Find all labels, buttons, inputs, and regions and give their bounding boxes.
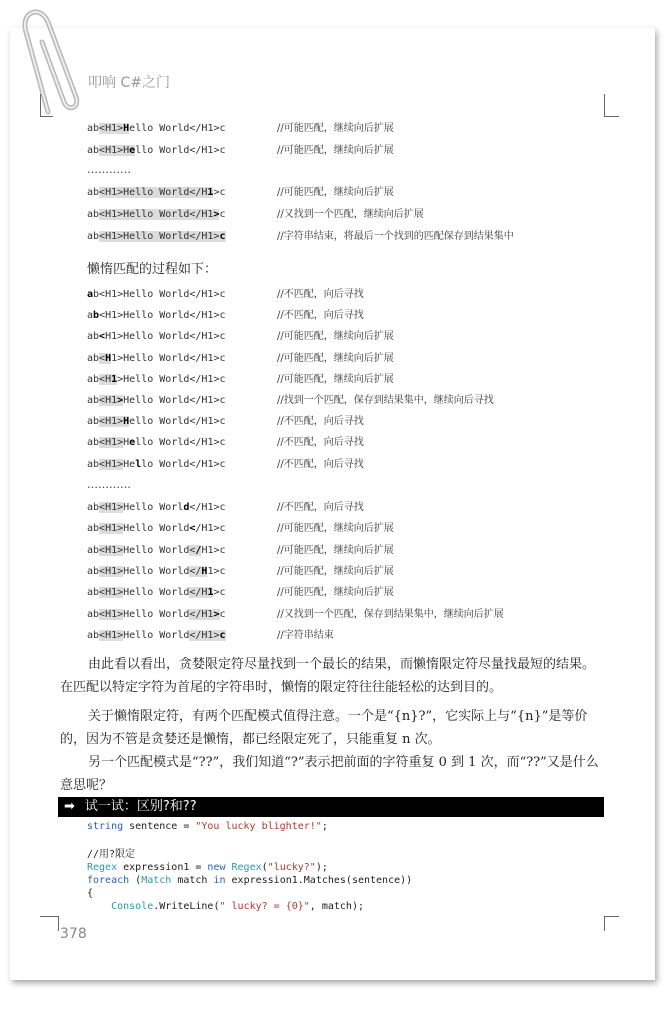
trace-string	[87, 501, 277, 515]
code-line	[87, 820, 328, 833]
trace-string	[87, 522, 277, 536]
code-line	[87, 887, 93, 900]
trace-string	[87, 565, 277, 579]
code-token: string	[87, 821, 124, 832]
highlighted-text: <H1>	[99, 523, 124, 535]
code-line	[87, 848, 135, 861]
current-char: /	[195, 544, 202, 556]
plain-text: ab	[87, 416, 100, 428]
trace-line	[87, 522, 394, 536]
plain-text: ab	[87, 629, 100, 641]
plain-text: >c	[213, 587, 226, 599]
highlighted-text: <H1>Hello World</H1>c	[99, 231, 226, 242]
code-token: Regex	[231, 862, 262, 873]
current-char: >	[213, 209, 220, 220]
trace-comment: //不匹配，向后寻找	[277, 416, 364, 428]
trace-line	[87, 122, 394, 136]
trace-comment: //不匹配，向后寻找	[277, 289, 364, 300]
trace-string	[87, 309, 277, 323]
trace-string	[87, 330, 277, 344]
plain-text: ab	[87, 502, 100, 513]
plain-text: Hello World	[123, 565, 190, 577]
current-char: H	[123, 416, 130, 428]
current-char: c	[219, 629, 226, 641]
plain-text: ab	[87, 544, 100, 556]
plain-text: ab	[87, 231, 100, 242]
paperclip-icon	[18, 2, 98, 122]
plain-text: Hello World	[123, 587, 190, 599]
plain-text: Hello Worl	[123, 502, 184, 513]
plain-text: ab	[87, 352, 100, 364]
trace-line	[87, 415, 364, 429]
trace-string	[87, 458, 277, 472]
current-char: e	[129, 145, 136, 156]
trace-comment: //不匹配，向后寻找	[277, 310, 364, 322]
running-header: 叩响 C#之门	[88, 75, 170, 91]
plain-text: ab	[87, 373, 100, 385]
plain-text: <H1>Hello World</H1>c	[99, 310, 226, 322]
trace-comment: //字符串结束	[277, 629, 334, 641]
trace-comment: //不匹配，向后寻找	[277, 437, 364, 449]
trace-line	[87, 629, 334, 643]
trace-line	[87, 186, 394, 200]
highlighted-text: </H1>c	[189, 629, 226, 641]
plain-text: ab	[87, 523, 100, 535]
code-token: Match	[141, 875, 172, 886]
plain-text: ab	[87, 565, 100, 577]
plain-text: Hello World	[123, 629, 190, 641]
code-token: {	[87, 888, 94, 899]
trace-comment: //找到一个匹配，保存到结果集中，继续向后寻找	[277, 395, 494, 406]
ellipsis-1: …………	[87, 163, 131, 176]
trace-line	[87, 288, 364, 302]
plain-text: ab	[87, 145, 100, 156]
trace-line	[87, 330, 394, 344]
arrow-right-icon: ➡	[64, 799, 75, 814]
plain-text: ello World</H1>c	[129, 123, 226, 134]
plain-text: lo World</H1>c	[141, 458, 226, 470]
paragraph: 关于懒惰限定符，有两个匹配模式值得注意。一个是“{n}?”，它实际上与“{n}”是等价的，因为不管是贪婪还是懒惰，都已经限定死了，只能重复 n 次。	[60, 709, 588, 747]
plain-text: H1>c	[201, 544, 226, 556]
plain-text: Hello World</H1>c	[123, 395, 226, 406]
trace-comment: //可能匹配，继续向后扩展	[277, 587, 394, 599]
trace-line	[87, 436, 364, 450]
trace-string	[87, 373, 277, 387]
current-char: c	[219, 231, 226, 242]
plain-text: c	[219, 608, 226, 620]
highlighted-text: <H1>	[99, 544, 124, 556]
plain-text: ab	[87, 395, 100, 406]
plain-text: ab	[87, 209, 100, 220]
trace-string	[87, 144, 277, 158]
trace-comment: //又找到一个匹配，保存到结果集中，继续向后扩展	[277, 608, 504, 620]
highlighted-text: </H1>	[189, 608, 220, 620]
code-token: "lucky?"	[267, 862, 316, 873]
body-text	[60, 653, 605, 797]
current-char: l	[135, 458, 142, 470]
trace-string	[87, 436, 277, 450]
code-token: " lucky? = {0}"	[219, 901, 310, 912]
trace-comment: //字符串结束，将最后一个找到的匹配保存到结果集中	[277, 231, 514, 242]
page-number: 378	[60, 926, 87, 942]
plain-text: /H1>c	[195, 523, 226, 535]
current-char: 1	[207, 587, 214, 599]
trace-comment: //可能匹配，继续向后扩展	[277, 187, 394, 198]
current-char: a	[87, 289, 94, 300]
crop-mark-bottom-right	[604, 916, 619, 931]
plain-text: Hello World	[123, 544, 190, 556]
trace-string	[87, 629, 277, 643]
code-token: (	[261, 862, 268, 873]
trace-string	[87, 288, 277, 302]
trace-comment: //不匹配，向后寻找	[277, 458, 364, 470]
trace-line	[87, 501, 364, 515]
plain-text: >Hello World</H1>c	[117, 373, 226, 385]
trace-comment: //可能匹配，继续向后扩展	[277, 145, 394, 156]
highlighted-text: <H1>He	[99, 145, 136, 156]
trace-comment: //可能匹配，继续向后扩展	[277, 373, 394, 385]
trace-line	[87, 208, 424, 222]
current-char: <	[99, 331, 106, 343]
crop-mark-top-left	[40, 94, 53, 117]
plain-text: H1>Hello World</H1>c	[105, 331, 226, 343]
current-char: b	[93, 310, 100, 322]
code-token: match	[171, 875, 214, 886]
trace-line	[87, 565, 394, 579]
trace-comment: //可能匹配，继续向后扩展	[277, 352, 394, 364]
code-token: );	[315, 862, 328, 873]
code-token: expression1.Matches(sentence))	[225, 875, 413, 886]
highlighted-text: <H1	[99, 373, 118, 385]
trace-comment: //可能匹配，继续向后扩展	[277, 331, 394, 343]
code-token: , match);	[309, 901, 364, 912]
trace-string	[87, 230, 277, 244]
trace-line	[87, 309, 364, 323]
current-char: 1	[111, 373, 118, 385]
plain-text: ab	[87, 458, 100, 470]
trace-line	[87, 144, 394, 158]
code-token: foreach	[87, 875, 130, 886]
plain-text: He	[123, 458, 136, 470]
paragraph: 另一个匹配模式是“??”，我们知道“?”表示把前面的字符重复 0 到 1 次，而“??”又是什么意思呢？	[60, 755, 599, 793]
code-token: new	[207, 862, 226, 873]
paragraph: 由此看以看出，贪婪限定符尽量找到一个最长的结果，而懒惰限定符尽量找最短的结果。在匹配以特定字符为首尾的字符串时，懒惰的限定符往往能轻松的达到目的。	[60, 657, 596, 695]
highlighted-text: <H	[99, 352, 112, 364]
code-line	[87, 874, 412, 887]
highlighted-text: </H	[189, 565, 208, 577]
trace-string	[87, 208, 277, 222]
plain-text: ab	[87, 437, 100, 449]
plain-text: b<H1>Hello World</H1>c	[93, 289, 226, 300]
plain-text: ab	[87, 331, 100, 343]
try-it-banner	[58, 797, 604, 817]
highlighted-text: <H1>	[99, 587, 124, 599]
trace-comment: //不匹配，向后寻找	[277, 502, 364, 513]
highlighted-text: <H1>H	[99, 416, 130, 428]
highlighted-text: <H1>	[99, 629, 124, 641]
code-token: in	[213, 875, 226, 886]
code-token: expression1 =	[117, 862, 208, 873]
highlighted-text: </H1	[189, 587, 214, 599]
highlighted-text: <H1>Hello World</H1>	[99, 209, 220, 220]
trace-line	[87, 230, 514, 244]
lazy-heading: 懒惰匹配的过程如下：	[87, 262, 218, 277]
code-token: ;	[321, 821, 328, 832]
code-line	[87, 861, 328, 874]
highlighted-text: <H1>	[99, 502, 124, 513]
trace-string	[87, 352, 277, 366]
try-it-title: 试一试：区别?和??	[84, 799, 197, 814]
code-token: "You lucky blighter!"	[195, 821, 322, 832]
trace-line	[87, 608, 504, 622]
highlighted-text: <H1>	[99, 565, 124, 577]
trace-string	[87, 415, 277, 429]
code-token: .WriteLine(	[153, 901, 220, 912]
trace-comment: //可能匹配，继续向后扩展	[277, 544, 394, 556]
highlighted-text: <H1>	[99, 608, 124, 620]
code-token: //用?限定	[87, 849, 136, 860]
plain-text: ab	[87, 587, 100, 599]
highlighted-text: <H1>H	[99, 123, 130, 134]
plain-text: 1>c	[207, 565, 226, 577]
trace-line	[87, 352, 394, 366]
current-char: >	[117, 395, 124, 406]
trace-line	[87, 586, 394, 600]
plain-text: llo World</H1>c	[135, 145, 226, 156]
plain-text: </H1>c	[189, 502, 226, 513]
plain-text: Hello World	[123, 523, 190, 535]
trace-comment: //可能匹配，继续向后扩展	[277, 523, 394, 535]
crop-mark-bottom-left	[40, 916, 59, 931]
current-char: d	[183, 502, 190, 513]
code-token: sentence =	[123, 821, 196, 832]
current-char: H	[201, 565, 208, 577]
code-line	[87, 900, 364, 913]
plain-text: 1>Hello World</H1>c	[111, 352, 226, 364]
code-token: Regex	[87, 862, 118, 873]
current-char: 1	[207, 187, 214, 198]
plain-text: ab	[87, 187, 100, 198]
trace-string	[87, 608, 277, 622]
trace-line	[87, 458, 364, 472]
trace-string	[87, 586, 277, 600]
current-char: >	[213, 608, 220, 620]
trace-line	[87, 373, 394, 387]
highlighted-text: <H1>	[99, 395, 124, 406]
trace-comment: //又找到一个匹配，继续向后扩展	[277, 209, 424, 220]
ellipsis-2: …………	[87, 478, 131, 491]
current-char: H	[123, 123, 130, 134]
current-char: <	[189, 523, 196, 535]
plain-text: Hello World	[123, 608, 190, 620]
plain-text: a	[87, 310, 94, 322]
code-token	[87, 901, 111, 912]
trace-string	[87, 122, 277, 136]
trace-comment: //可能匹配，继续向后扩展	[277, 565, 394, 577]
trace-comment: //可能匹配，继续向后扩展	[277, 123, 394, 134]
plain-text: c	[219, 209, 226, 220]
crop-mark-top-right	[604, 94, 619, 117]
trace-line	[87, 544, 394, 558]
plain-text: ab	[87, 608, 100, 620]
highlighted-text: <H1>	[99, 437, 124, 449]
plain-text: llo World</H1>c	[135, 437, 226, 449]
trace-string	[87, 544, 277, 558]
code-token: (	[129, 875, 142, 886]
current-char: e	[129, 437, 136, 449]
highlighted-text: </	[189, 544, 202, 556]
trace-line	[87, 394, 494, 408]
trace-string	[87, 186, 277, 200]
plain-text: ello World</H1>c	[129, 416, 226, 428]
trace-string	[87, 394, 277, 408]
highlighted-text: <H1>	[99, 458, 124, 470]
plain-text: >c	[213, 187, 226, 198]
highlighted-text: <H1>Hello World</H1	[99, 187, 214, 198]
plain-text: H	[123, 437, 130, 449]
code-token: Console	[111, 901, 154, 912]
plain-text: ab	[87, 123, 100, 134]
current-char: H	[105, 352, 112, 364]
